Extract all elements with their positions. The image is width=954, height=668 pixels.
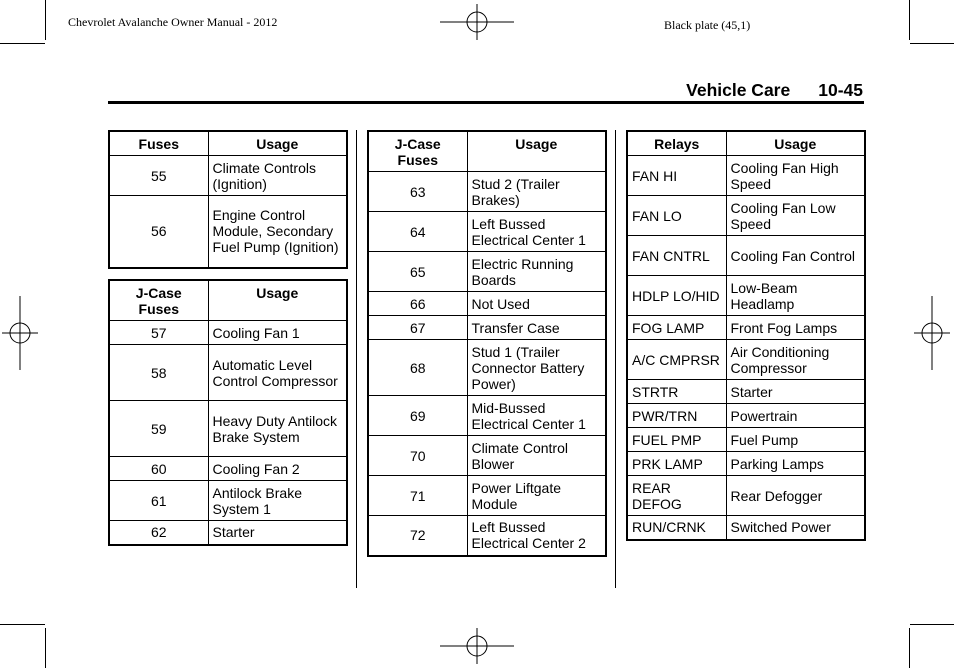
relay-name: FAN LO — [627, 196, 726, 236]
crop-mark — [910, 624, 954, 625]
relay-name: HDLP LO/HID — [627, 276, 726, 316]
fuse-usage: Left Bussed Electrical Center 2 — [467, 516, 606, 556]
relay-usage: Low-Beam Headlamp — [726, 276, 865, 316]
fuse-number: 55 — [109, 156, 208, 196]
table-row — [627, 236, 865, 276]
fuse-number: 67 — [368, 316, 467, 340]
relay-usage: Powertrain — [726, 404, 865, 428]
fuse-usage: Antilock Brake System 1 — [208, 481, 347, 521]
table-row — [627, 276, 865, 316]
fuse-number: 66 — [368, 292, 467, 316]
table-row — [109, 457, 347, 481]
crop-mark — [0, 43, 45, 44]
fuse-usage: Automatic Level Control Compressor — [208, 345, 347, 401]
page-number: 10-45 — [818, 80, 863, 100]
fuse-number: 72 — [368, 516, 467, 556]
table-row — [109, 345, 347, 401]
column-header: Usage — [726, 131, 865, 156]
table-row — [627, 404, 865, 428]
section-name: Vehicle Care — [686, 80, 791, 100]
crop-mark — [45, 0, 46, 40]
fuse-usage: Mid-Bussed Electrical Center 1 — [467, 396, 606, 436]
column-header: Usage — [467, 131, 606, 172]
relay-name: RUN/CRNK — [627, 516, 726, 540]
fuse-usage: Stud 2 (Trailer Brakes) — [467, 172, 606, 212]
fuse-usage: Power Liftgate Module — [467, 476, 606, 516]
column-header: Usage — [208, 280, 347, 321]
relay-name: FOG LAMP — [627, 316, 726, 340]
column-divider — [615, 130, 616, 588]
column-header: Usage — [208, 131, 347, 156]
fuse-usage: Starter — [208, 521, 347, 545]
table-row — [368, 252, 606, 292]
table-row — [368, 516, 606, 556]
section-title — [686, 80, 863, 101]
crop-mark — [909, 628, 910, 668]
registration-mark-icon — [912, 296, 952, 370]
relay-name: PWR/TRN — [627, 404, 726, 428]
relay-name: FUEL PMP — [627, 428, 726, 452]
crop-mark — [0, 624, 45, 625]
table-row — [109, 321, 347, 345]
jcase-fuses-table-2 — [367, 130, 607, 557]
fuse-usage: Engine Control Module, Secondary Fuel Pump (Ignition) — [208, 196, 347, 268]
crop-mark — [910, 43, 954, 44]
table-row — [368, 476, 606, 516]
fuse-number: 62 — [109, 521, 208, 545]
crop-mark — [45, 628, 46, 668]
header-rule — [108, 101, 864, 104]
fuse-number: 70 — [368, 436, 467, 476]
crop-mark — [909, 0, 910, 40]
relay-usage: Starter — [726, 380, 865, 404]
registration-mark-icon — [0, 296, 40, 370]
fuse-number: 59 — [109, 401, 208, 457]
manual-title: Chevrolet Avalanche Owner Manual - 2012 — [68, 15, 278, 29]
table-row — [627, 452, 865, 476]
fuse-number: 58 — [109, 345, 208, 401]
fuse-usage: Cooling Fan 2 — [208, 457, 347, 481]
fuse-number: 71 — [368, 476, 467, 516]
fuse-usage: Electric Running Boards — [467, 252, 606, 292]
table-row — [109, 521, 347, 545]
fuse-usage: Cooling Fan 1 — [208, 321, 347, 345]
registration-mark-icon — [440, 626, 516, 666]
fuse-number: 56 — [109, 196, 208, 268]
fuses-table — [108, 130, 348, 269]
relay-usage: Air Conditioning Compressor — [726, 340, 865, 380]
plate-label: Black plate (45,1) — [664, 18, 751, 32]
relay-usage: Front Fog Lamps — [726, 316, 865, 340]
relay-name: FAN HI — [627, 156, 726, 196]
fuse-number: 63 — [368, 172, 467, 212]
table-row — [368, 316, 606, 340]
table-row — [368, 212, 606, 252]
fuse-usage: Left Bussed Electrical Center 1 — [467, 212, 606, 252]
fuse-usage: Heavy Duty Antilock Brake System — [208, 401, 347, 457]
relays-table — [626, 130, 866, 541]
column-header: J-Case Fuses — [368, 131, 467, 172]
fuse-number: 69 — [368, 396, 467, 436]
table-row — [109, 156, 347, 196]
table-row — [627, 196, 865, 236]
fuse-usage: Not Used — [467, 292, 606, 316]
relay-usage: Switched Power — [726, 516, 865, 540]
table-row — [368, 436, 606, 476]
fuse-number: 65 — [368, 252, 467, 292]
relay-usage: Cooling Fan Low Speed — [726, 196, 865, 236]
table-row — [627, 428, 865, 452]
fuse-number: 61 — [109, 481, 208, 521]
relay-usage: Fuel Pump — [726, 428, 865, 452]
fuse-number: 68 — [368, 340, 467, 396]
fuse-usage: Stud 1 (Trailer Connector Battery Power) — [467, 340, 606, 396]
table-row — [109, 481, 347, 521]
column-header: J-Case Fuses — [109, 280, 208, 321]
fuse-usage: Transfer Case — [467, 316, 606, 340]
fuse-number: 64 — [368, 212, 467, 252]
table-row — [627, 316, 865, 340]
fuse-usage: Climate Controls (Ignition) — [208, 156, 347, 196]
relay-usage: Parking Lamps — [726, 452, 865, 476]
relay-name: FAN CNTRL — [627, 236, 726, 276]
table-row — [627, 516, 865, 540]
jcase-fuses-table — [108, 279, 348, 546]
table-row — [627, 340, 865, 380]
registration-mark-icon — [440, 2, 516, 42]
table-row — [109, 196, 347, 268]
relay-name: PRK LAMP — [627, 452, 726, 476]
table-row — [627, 476, 865, 516]
fuse-usage: Climate Control Blower — [467, 436, 606, 476]
table-row — [109, 401, 347, 457]
column-divider — [356, 130, 357, 588]
table-row — [368, 172, 606, 212]
relay-name: STRTR — [627, 380, 726, 404]
fuse-number: 57 — [109, 321, 208, 345]
relay-name: REAR DEFOG — [627, 476, 726, 516]
table-row — [368, 292, 606, 316]
relay-usage: Cooling Fan Control — [726, 236, 865, 276]
table-row — [368, 340, 606, 396]
relay-usage: Rear Defogger — [726, 476, 865, 516]
table-row — [368, 396, 606, 436]
relay-usage: Cooling Fan High Speed — [726, 156, 865, 196]
table-row — [627, 156, 865, 196]
relay-name: A/C CMPRSR — [627, 340, 726, 380]
fuse-number: 60 — [109, 457, 208, 481]
table-row — [627, 380, 865, 404]
column-header: Fuses — [109, 131, 208, 156]
column-header: Relays — [627, 131, 726, 156]
